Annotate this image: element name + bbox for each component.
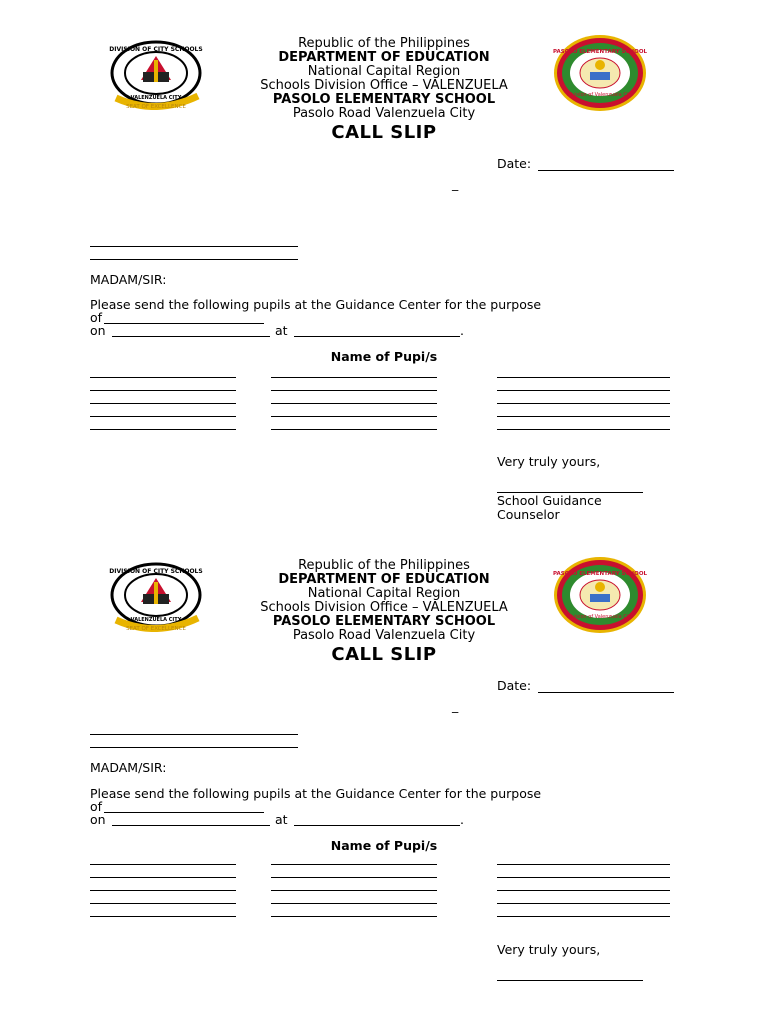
date-line[interactable] (538, 692, 674, 693)
at-place-line[interactable] (294, 336, 460, 337)
signer-title-1: School Guidance (497, 493, 602, 508)
pupil-line[interactable] (271, 390, 437, 391)
purpose-line[interactable] (104, 812, 264, 813)
date-label: Date: (497, 156, 532, 171)
header-republic: Republic of the Philippines (298, 558, 470, 573)
closing: Very truly yours, (497, 454, 601, 469)
pupil-line[interactable] (271, 416, 437, 417)
pupil-line[interactable] (497, 416, 670, 417)
seal-ribbon-text: SEAT OF EXCELLENCE (126, 104, 186, 110)
pupil-line[interactable] (497, 429, 670, 430)
on-label: on (90, 812, 106, 827)
on-date-line[interactable] (112, 336, 270, 337)
pupil-line[interactable] (90, 916, 236, 917)
pupil-line[interactable] (90, 903, 236, 904)
salutation: MADAM/SIR: (90, 760, 167, 775)
pupil-line[interactable] (90, 403, 236, 404)
signature-line[interactable] (497, 980, 643, 981)
header-address: Pasolo Road Valenzuela City (292, 106, 476, 121)
date-line[interactable] (538, 170, 674, 171)
pupil-line[interactable] (271, 916, 437, 917)
body-line-1: Please send the following pupils at the Guidance Center for the purpose (90, 786, 542, 801)
pupil-line[interactable] (90, 890, 236, 891)
pupil-line[interactable] (90, 429, 236, 430)
dash-mark: _ (452, 176, 459, 191)
salutation: MADAM/SIR: (90, 272, 167, 287)
header-school: PASOLO ELEMENTARY SCHOOL (272, 614, 496, 629)
header-region: National Capital Region (307, 586, 461, 601)
header-department: DEPARTMENT OF EDUCATION (278, 50, 490, 65)
at-label: at (275, 812, 288, 827)
names-heading: Name of Pupi/s (330, 349, 438, 364)
pupil-line[interactable] (90, 864, 236, 865)
at-label: at (275, 323, 288, 338)
pupil-line[interactable] (90, 877, 236, 878)
pupil-line[interactable] (497, 403, 670, 404)
pupil-line[interactable] (497, 903, 670, 904)
seal-bottom-text: VALENZUELA CITY (130, 617, 182, 623)
on-label: on (90, 323, 106, 338)
pupil-line[interactable] (497, 377, 670, 378)
pupil-line[interactable] (271, 864, 437, 865)
seal-bottom-text: VALENZUELA CITY (130, 95, 182, 101)
school-bottom-text: Division of Valenzuela City (566, 614, 634, 620)
purpose-line[interactable] (104, 323, 264, 324)
pupil-line[interactable] (497, 390, 670, 391)
header-republic: Republic of the Philippines (298, 36, 470, 51)
pupil-line[interactable] (90, 416, 236, 417)
slip-title: CALL SLIP (331, 644, 437, 665)
pupil-line[interactable] (271, 403, 437, 404)
pupil-line[interactable] (271, 877, 437, 878)
of-label: of (90, 310, 103, 325)
recipient-line-1[interactable] (90, 734, 298, 735)
names-heading: Name of Pupi/s (330, 838, 438, 853)
header-school: PASOLO ELEMENTARY SCHOOL (272, 92, 496, 107)
recipient-line-2[interactable] (90, 259, 298, 260)
pupil-line[interactable] (271, 377, 437, 378)
recipient-line-1[interactable] (90, 246, 298, 247)
pupil-line[interactable] (497, 877, 670, 878)
seal-top-text: DIVISION OF CITY SCHOOLS (109, 46, 203, 53)
pupil-line[interactable] (497, 864, 670, 865)
period-mark: . (460, 812, 464, 827)
of-label: of (90, 799, 103, 814)
pupil-line[interactable] (271, 429, 437, 430)
school-ring-text: PASOLO ELEMENTARY SCHOOL (552, 571, 648, 577)
seal-top-text: DIVISION OF CITY SCHOOLS (109, 568, 203, 575)
period-mark: . (460, 323, 464, 338)
on-date-line[interactable] (112, 825, 270, 826)
at-place-line[interactable] (294, 825, 460, 826)
recipient-line-2[interactable] (90, 747, 298, 748)
closing: Very truly yours, (497, 942, 601, 957)
pupil-line[interactable] (90, 377, 236, 378)
pupil-line[interactable] (90, 390, 236, 391)
school-bottom-text: Division of Valenzuela City (566, 92, 634, 98)
header-division: Schools Division Office – VALENZUELA (260, 78, 508, 93)
date-label: Date: (497, 678, 532, 693)
slip-title: CALL SLIP (331, 122, 437, 143)
pupil-line[interactable] (497, 916, 670, 917)
pupil-line[interactable] (497, 890, 670, 891)
header-division: Schools Division Office – VALENZUELA (260, 600, 508, 615)
header-region: National Capital Region (307, 64, 461, 79)
dash-mark: _ (452, 698, 459, 713)
pupil-line[interactable] (271, 903, 437, 904)
seal-ribbon-text: SEAT OF EXCELLENCE (126, 626, 186, 632)
pupil-line[interactable] (271, 890, 437, 891)
header-department: DEPARTMENT OF EDUCATION (278, 572, 490, 587)
school-ring-text: PASOLO ELEMENTARY SCHOOL (552, 49, 648, 55)
header-address: Pasolo Road Valenzuela City (292, 628, 476, 643)
body-line-1: Please send the following pupils at the Guidance Center for the purpose (90, 297, 542, 312)
signer-title-2: Counselor (497, 507, 560, 522)
